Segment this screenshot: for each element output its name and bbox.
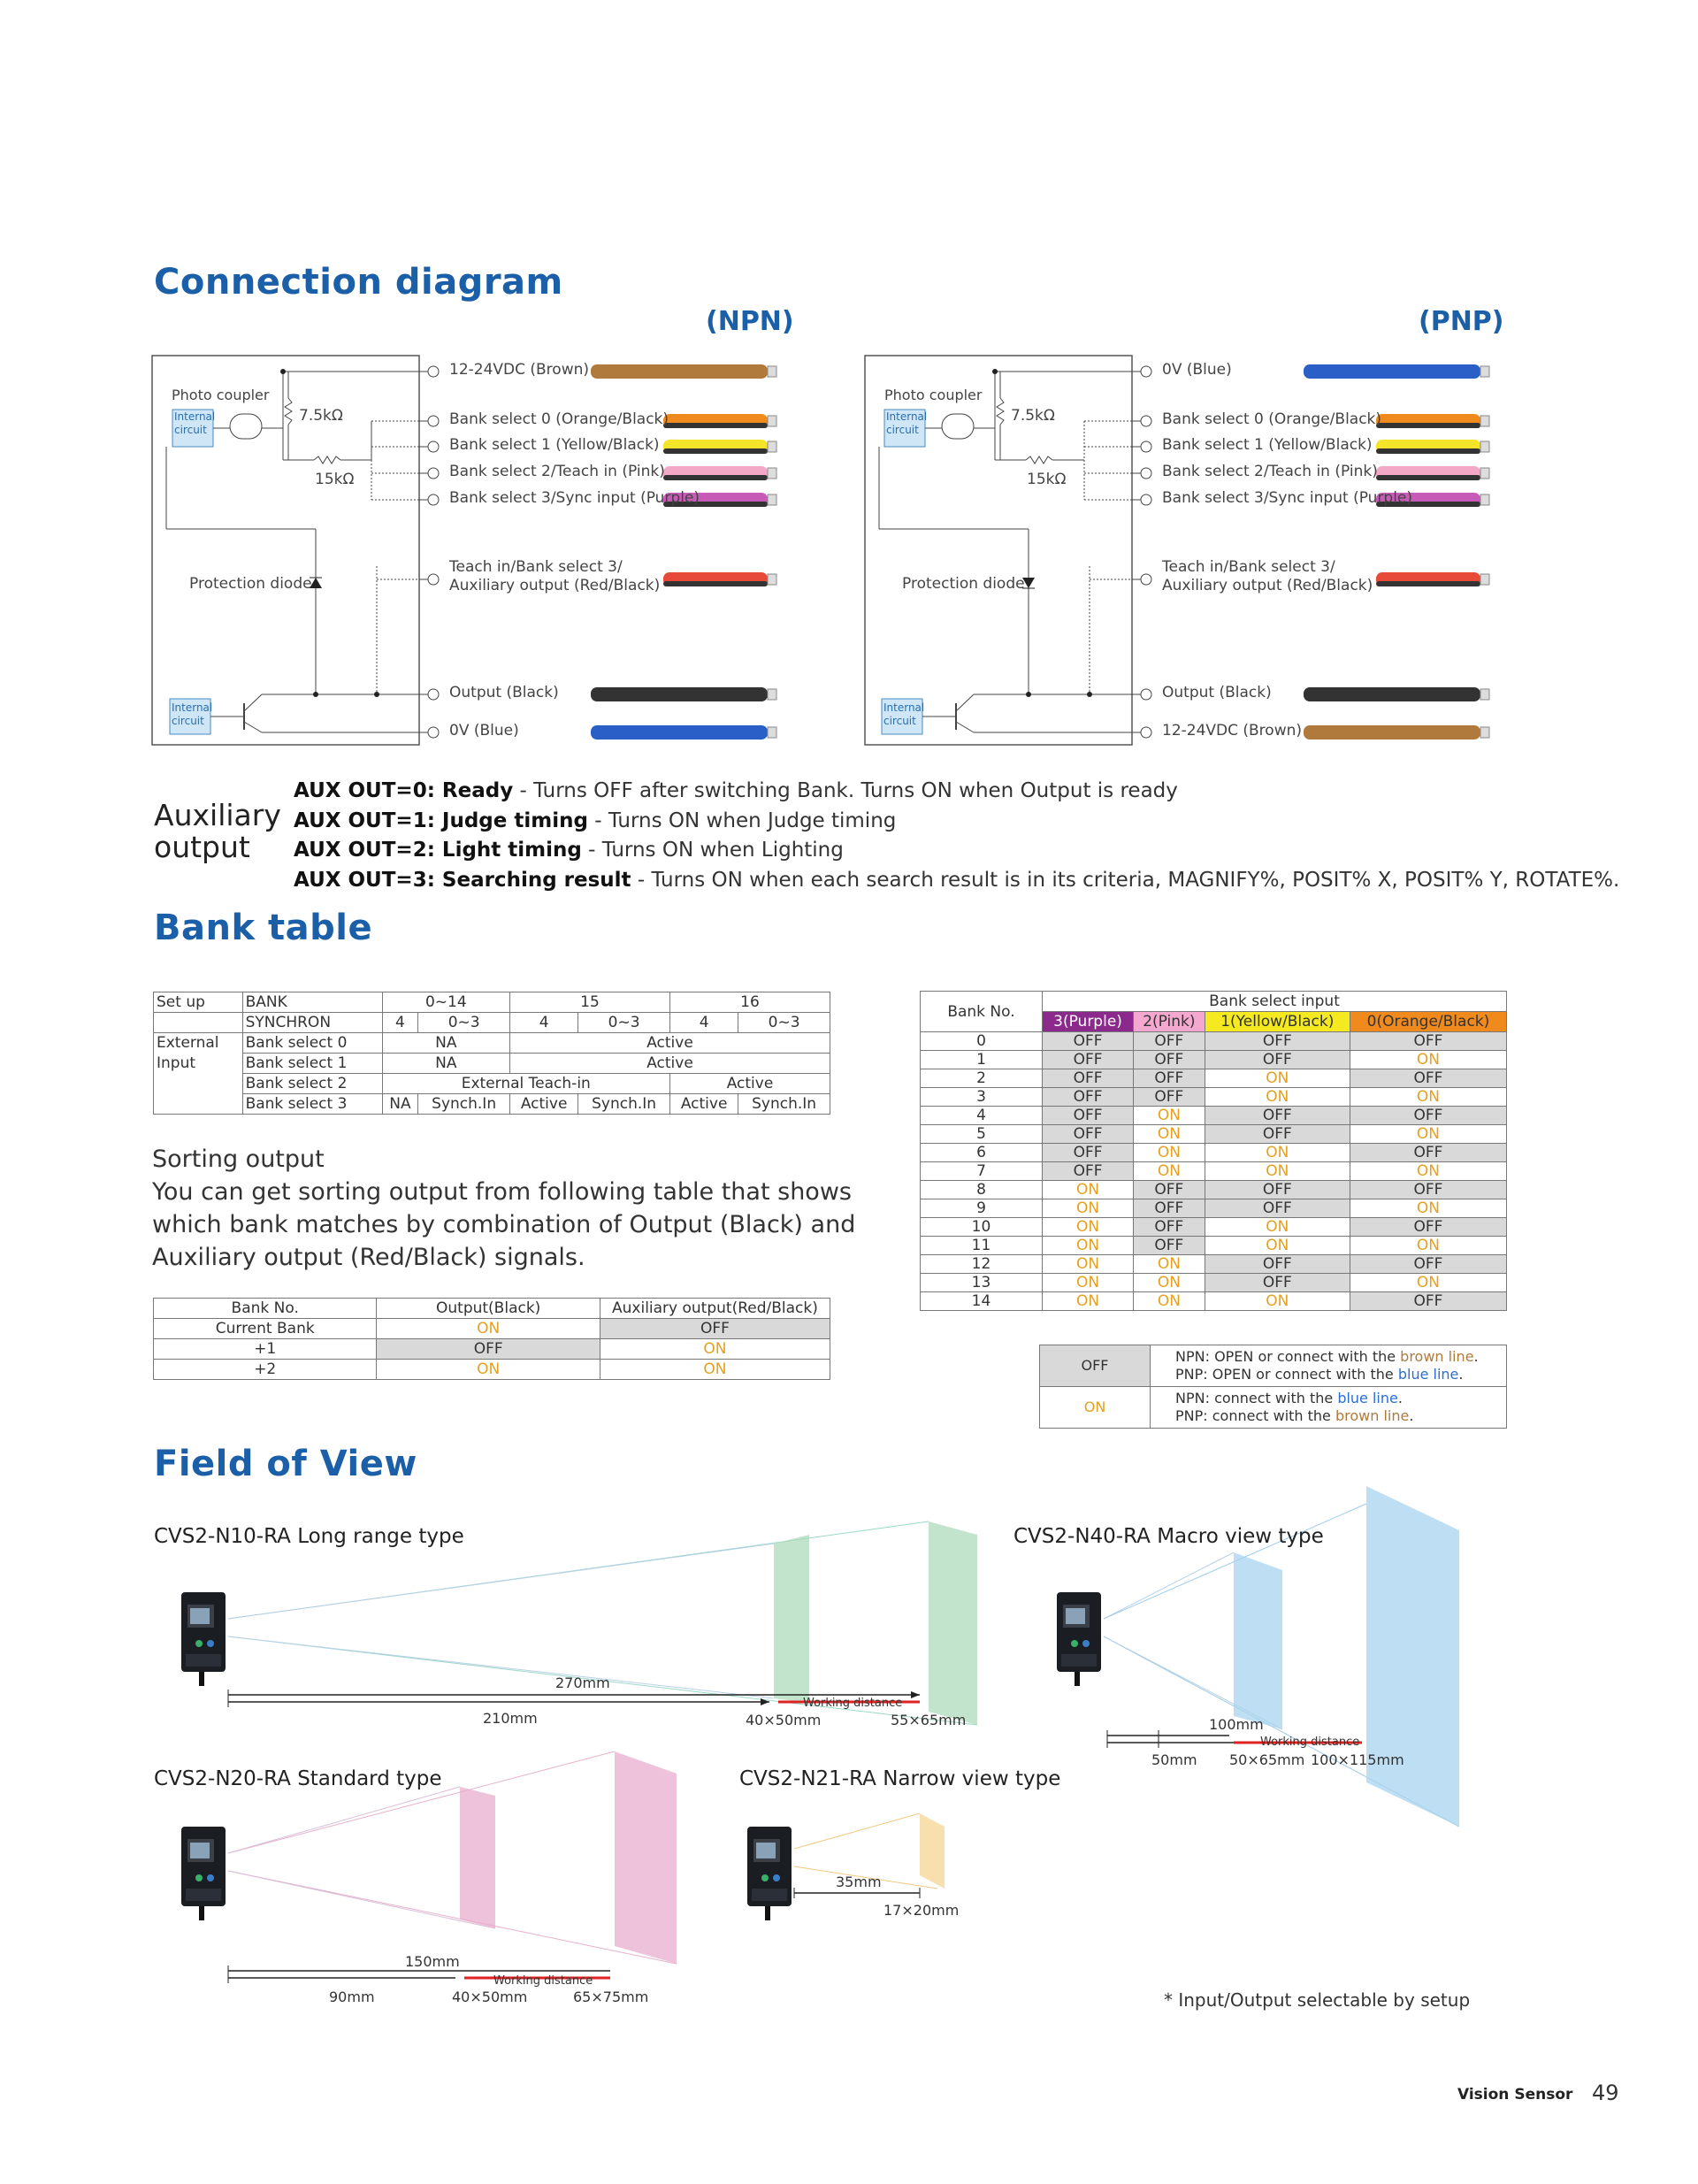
sort-cell: Current Bank [154,1319,377,1339]
bank-select-cell: OFF [1043,1125,1134,1144]
bank-no-cell: 10 [921,1218,1043,1237]
sorting-text-line: You can get sorting output from following table that shows [152,1178,852,1206]
fov-n10-title: CVS2-N10-RA Long range type [154,1525,464,1548]
bank-select-cell: OFF [1350,1032,1506,1051]
fov-n10-dim1: 270mm [555,1674,610,1691]
bank-select-cell: OFF [1205,1051,1350,1069]
fov-n20-dim2: 90mm [329,1989,375,2005]
fov-n10-drawing [181,1521,977,1725]
pnp-wire-label: Bank select 1 (Yellow/Black) [1162,436,1373,454]
bank-header: BANK [242,992,382,1013]
bank-select-cell: OFF [1134,1088,1205,1107]
sort-header: Bank No. [154,1299,377,1319]
bank-select-cell: OFF [1134,1032,1205,1051]
auxiliary-title-line1: Auxiliary [154,798,281,832]
bank-select-cell: OFF [1350,1144,1506,1162]
bank-select-cell: OFF [1205,1181,1350,1199]
bank-select-cell: ON [1205,1237,1350,1255]
table-row [921,1292,1507,1311]
bank-select-cell: OFF [1043,1107,1134,1125]
sort-cell: ON [600,1360,830,1380]
pnp-wire-label: 0V (Blue) [1162,361,1232,379]
cell-active: Active [509,1094,577,1115]
npn-terminal [428,574,439,585]
sync-cell: 4 [669,1013,738,1033]
bank-select-cell: OFF [1043,1162,1134,1181]
pnp-internal-circuit-label-2: Internal circuit [883,701,925,727]
fov-n40-size1: 50×65mm [1229,1751,1305,1768]
bank-select-col-header: 1(Yellow/Black) [1205,1012,1350,1032]
bank-no-cell: 14 [921,1292,1043,1311]
fov-n40-dim2: 50mm [1151,1751,1197,1768]
npn-internal-circuit-label-2: Internal circuit [172,701,213,727]
bank-select-cell: ON [1350,1274,1506,1292]
aux-line-1: AUX OUT=1: Judge timing - Turns ON when Judge timing [294,808,897,832]
bank-select-0-label: Bank select 0 [242,1033,382,1054]
bank-select-cell: ON [1043,1237,1134,1255]
bank-select-cell: ON [1205,1218,1350,1237]
setup-table [153,992,830,1115]
fov-n20-dim1: 150mm [405,1953,460,1970]
bank-select-cell: OFF [1205,1107,1350,1125]
bank-select-cell: ON [1134,1144,1205,1162]
bank-select-cell: ON [1350,1162,1506,1181]
pnp-terminal [1141,574,1151,585]
sync-cell: 4 [382,1013,418,1033]
bank-select-cell: OFF [1205,1255,1350,1274]
pnp-wire-label: Bank select 3/Sync input (Purple) [1162,489,1413,507]
fov-n10-size2: 55×65mm [891,1712,967,1728]
bank-select-cell: ON [1205,1292,1350,1311]
bank-select-cell: ON [1043,1218,1134,1237]
table-row [921,1144,1507,1162]
bank-no-cell: 0 [921,1032,1043,1051]
bank-select-input-header: Bank select input [1043,992,1507,1012]
bank-select-col-header: 2(Pink) [1134,1012,1205,1032]
field-of-view-title: Field of View [154,1444,417,1484]
bank-select-cell: OFF [1350,1218,1506,1237]
npn-internal-circuit-label: Internal circuit [174,410,216,436]
cell-active: Active [669,1094,738,1115]
npn-cable [591,725,768,739]
sort-cell: +2 [154,1360,377,1380]
bank-select-cell: OFF [1350,1181,1506,1199]
bank-select-cell: OFF [1043,1088,1134,1107]
bank-select-cell: OFF [1134,1237,1205,1255]
bank-select-table [920,991,1507,1311]
bank-select-cell: ON [1205,1144,1350,1162]
bank-select-cell: ON [1350,1088,1506,1107]
sync-cell: 0~3 [578,1013,670,1033]
bank-select-cell: OFF [1043,1069,1134,1088]
bank-select-cell: OFF [1134,1181,1205,1199]
bank-select-1-label: Bank select 1 [242,1054,382,1074]
bank-select-cell: ON [1134,1125,1205,1144]
table-row [921,1237,1507,1255]
cell-active: Active [669,1074,830,1094]
npn-resistor-15k: 15kΩ [315,471,355,488]
legend-off-desc: NPN: OPEN or connect with the brown line. PNP: OPEN or connect with the blue line. [1151,1345,1507,1387]
sort-cell: ON [600,1339,830,1360]
bank-select-cell: ON [1043,1274,1134,1292]
fov-n10-size1: 40×50mm [746,1712,822,1728]
fov-n10-working-distance: Working distance [803,1697,903,1710]
bank-no-cell: 5 [921,1125,1043,1144]
npn-wire-label: 12-24VDC (Brown) [449,361,590,379]
bank-no-cell: 3 [921,1088,1043,1107]
table-row [921,1255,1507,1274]
pnp-terminal [1141,416,1151,426]
sync-cell: 0~3 [738,1013,830,1033]
bank-select-cell: ON [1043,1181,1134,1199]
npn-wire-label: Bank select 0 (Orange/Black) [449,410,669,428]
fov-n20-size2: 65×75mm [573,1989,649,2005]
legend-on-desc: NPN: connect with the blue line. PNP: connect with the brown line. [1151,1387,1507,1429]
sync-cell: 4 [509,1013,577,1033]
bank-select-cell: OFF [1350,1255,1506,1274]
fov-n21-title: CVS2-N21-RA Narrow view type [739,1767,1061,1790]
npn-terminal [428,727,439,738]
sort-cell: ON [377,1360,600,1380]
pnp-wire-label: Bank select 0 (Orange/Black) [1162,410,1382,428]
bank-select-cell: ON [1350,1051,1506,1069]
npn-photo-coupler-label: Photo coupler [172,387,270,403]
pnp-internal-circuit-label: Internal circuit [886,410,928,436]
npn-wire-label: Bank select 1 (Yellow/Black) [449,436,660,454]
input-label: Input [154,1054,243,1074]
setup-blank [154,1074,243,1094]
bank-select-cell: OFF [1205,1199,1350,1218]
pnp-label: (PNP) [1419,306,1504,337]
table-row [921,1181,1507,1199]
bank-select-cell: OFF [1134,1051,1205,1069]
footer-label: Vision Sensor [1457,2086,1573,2104]
pnp-terminal [1141,727,1151,738]
pnp-terminal [1141,468,1151,479]
cell-synch-in: Synch.In [738,1094,830,1115]
table-row [921,1199,1507,1218]
bank-select-cell: OFF [1205,1125,1350,1144]
cell-na: NA [382,1094,418,1115]
npn-terminal [428,416,439,426]
bank-select-cell: OFF [1205,1032,1350,1051]
cell-active: Active [509,1033,830,1054]
npn-terminal [428,494,439,505]
pnp-wire-label: 12-24VDC (Brown) [1162,722,1303,739]
cell-active: Active [509,1054,830,1074]
npn-cable [591,687,768,701]
fov-n10-dim2: 210mm [483,1710,538,1727]
table-row [921,1051,1507,1069]
bank-16: 16 [669,992,830,1013]
fov-n21-size1: 17×20mm [883,1902,960,1919]
sort-cell: +1 [154,1339,377,1360]
bank-no-cell: 7 [921,1162,1043,1181]
bank-select-cell: OFF [1134,1069,1205,1088]
pnp-terminal [1141,494,1151,505]
bank-select-cell: ON [1043,1255,1134,1274]
page-number: 49 [1592,2081,1619,2105]
bank-no-cell: 13 [921,1274,1043,1292]
pnp-wire-label: Teach in/Bank select 3/ Auxiliary output (Red/Black) [1162,558,1373,594]
table-row [921,1162,1507,1181]
bank-select-cell: ON [1350,1199,1506,1218]
bank-select-cell: ON [1205,1088,1350,1107]
bank-select-3-label: Bank select 3 [242,1094,382,1115]
pnp-resistor-7-5k: 7.5kΩ [1011,407,1055,425]
pnp-cable [1304,687,1480,701]
setup-blank [154,1013,243,1033]
npn-wire-label: Teach in/Bank select 3/ Auxiliary output (Red/Black) [449,558,661,594]
bank-select-cell: OFF [1350,1107,1506,1125]
auxiliary-output-list [294,777,1619,895]
fov-n40-dim1: 100mm [1209,1716,1264,1733]
fov-drawings [0,1486,1698,2035]
sorting-output-title: Sorting output [152,1146,325,1173]
npn-terminal [428,441,439,452]
bank-no-cell: 9 [921,1199,1043,1218]
bank-select-col-header: 0(Orange/Black) [1350,1012,1506,1032]
pnp-wire-label: Output (Black) [1162,684,1272,701]
bank-no-cell: 2 [921,1069,1043,1088]
pnp-protection-diode-label: Protection diode [902,575,1025,593]
cell-ext-teach: External Teach-in [382,1074,669,1094]
bank-no-cell: 1 [921,1051,1043,1069]
fov-n40-working-distance: Working distance [1260,1736,1360,1749]
pnp-terminal [1141,366,1151,377]
fov-n20-size1: 40×50mm [452,1989,528,2005]
bank-select-cell: OFF [1043,1051,1134,1069]
bank-select-cell: ON [1205,1162,1350,1181]
npn-wire-label: 0V (Blue) [449,722,519,739]
io-selectable-note: * Input/Output selectable by setup [1164,1989,1471,2011]
external-label: External [154,1033,243,1054]
pnp-terminal [1141,441,1151,452]
sorting-text-line: Auxiliary output (Red/Black) signals. [152,1244,585,1271]
aux-line-2: AUX OUT=2: Light timing - Turns ON when Lighting [294,839,844,862]
sorting-text-line: which bank matches by combination of Output (Black) and [152,1211,856,1238]
sort-cell: ON [377,1319,600,1339]
fov-n20-title: CVS2-N20-RA Standard type [154,1767,442,1790]
bank-select-cell: OFF [1043,1032,1134,1051]
bank-15: 15 [509,992,669,1013]
bank-select-cell: ON [1134,1107,1205,1125]
setup-header: Set up [154,992,243,1013]
bank-no-cell: 12 [921,1255,1043,1274]
table-row [921,1107,1507,1125]
npn-wire-label: Output (Black) [449,684,559,701]
npn-protection-diode-label: Protection diode [189,575,312,593]
legend-on: ON [1040,1387,1151,1429]
cell-na: NA [382,1033,509,1054]
table-row [921,1032,1507,1051]
bank-select-cell: ON [1350,1125,1506,1144]
bank-0-14: 0~14 [382,992,509,1013]
bank-select-cell: OFF [1134,1199,1205,1218]
sort-cell: OFF [377,1339,600,1360]
npn-resistor-7-5k: 7.5kΩ [299,407,343,425]
bank-select-cell: ON [1134,1255,1205,1274]
bank-select-cell: ON [1134,1162,1205,1181]
fov-n40-size2: 100×115mm [1311,1751,1404,1768]
aux-line-0: AUX OUT=0: Ready - Turns OFF after switching Bank. Turns ON when Output is ready [294,779,1178,802]
bank-no-cell: 8 [921,1181,1043,1199]
pnp-terminal [1141,689,1151,700]
sort-header: Output(Black) [377,1299,600,1319]
table-row [921,1125,1507,1144]
table-row [921,1274,1507,1292]
legend-table [1039,1345,1507,1429]
fov-n40-title: CVS2-N40-RA Macro view type [1013,1525,1324,1548]
npn-label: (NPN) [706,306,794,337]
aux-line-3: AUX OUT=3: Searching result - Turns ON when each search result is in its criteria, MAGNIFY%, POSIT% X, POSIT% Y, ROTATE%. [294,868,1620,892]
auxiliary-title-line2: output [154,830,250,864]
npn-terminal [428,689,439,700]
bank-select-cell: OFF [1134,1218,1205,1237]
bank-select-cell: OFF [1205,1274,1350,1292]
bank-no-cell: 6 [921,1144,1043,1162]
pnp-photo-coupler-label: Photo coupler [884,387,983,403]
pnp-cable [1304,364,1480,379]
npn-terminal [428,366,439,377]
pnp-resistor-15k: 15kΩ [1027,471,1067,488]
bank-no-header: Bank No. [921,992,1043,1032]
table-row [921,1218,1507,1237]
npn-terminal [428,468,439,479]
npn-cable [591,364,768,379]
bank-no-cell: 11 [921,1237,1043,1255]
sorting-output-text [152,1143,855,1274]
bank-select-cell: ON [1043,1292,1134,1311]
cell-synch-in: Synch.In [418,1094,510,1115]
legend-off: OFF [1040,1345,1151,1387]
pnp-wire-label: Bank select 2/Teach in (Pink) [1162,463,1378,480]
bank-select-cell: ON [1205,1069,1350,1088]
table-row [921,1069,1507,1088]
bank-table-title: Bank table [154,908,373,948]
bank-select-cell: OFF [1350,1069,1506,1088]
bank-select-2-label: Bank select 2 [242,1074,382,1094]
sort-cell: OFF [600,1319,830,1339]
sort-header: Auxiliary output(Red/Black) [600,1299,830,1319]
cell-na: NA [382,1054,509,1074]
bank-select-cell: OFF [1350,1292,1506,1311]
bank-select-cell: ON [1134,1292,1205,1311]
bank-no-cell: 4 [921,1107,1043,1125]
bank-select-cell: ON [1043,1199,1134,1218]
sorting-table [153,1298,830,1380]
fov-n21-dim1: 35mm [836,1874,882,1890]
bank-select-cell: ON [1350,1237,1506,1255]
bank-select-cell: OFF [1043,1144,1134,1162]
cell-synch-in: Synch.In [578,1094,670,1115]
setup-blank [154,1094,243,1115]
npn-wire-label: Bank select 3/Sync input (Purple) [449,489,700,507]
npn-wire-label: Bank select 2/Teach in (Pink) [449,463,665,480]
fov-n20-working-distance: Working distance [493,1974,593,1988]
bank-select-col-header: 3(Purple) [1043,1012,1134,1032]
bank-select-cell: ON [1134,1274,1205,1292]
table-row [921,1088,1507,1107]
pnp-cable [1304,725,1480,739]
synchron-label: SYNCHRON [242,1013,382,1033]
connection-diagram-title: Connection diagram [154,262,563,303]
sync-cell: 0~3 [418,1013,510,1033]
auxiliary-output-title [154,800,281,863]
